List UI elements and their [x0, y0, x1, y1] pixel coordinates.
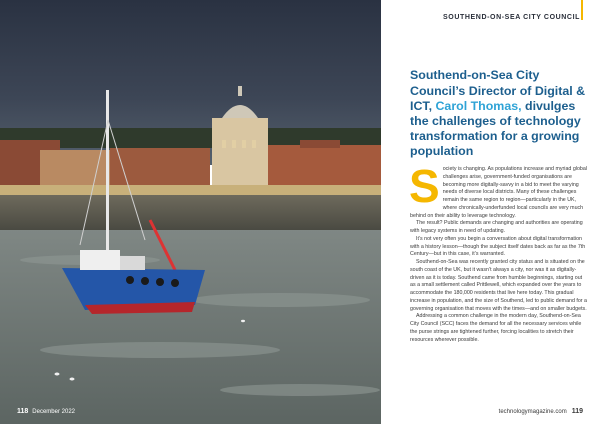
headline-lead: Southend-on-Sea City Council’s Director of Digital & ICT, — [410, 68, 586, 113]
section-label: SOUTHEND-ON-SEA CITY COUNCIL — [443, 14, 580, 21]
article-paragraph: Addressing a common challenge in the modern day, Southend-on-Sea City Council (SCC) faces the demand for all the necessary services while the purse strings are tightened further, forcing localities to stretch their resources wherever possible. — [410, 313, 582, 343]
article-body — [409, 160, 588, 344]
headline-tail: divulges the challenges of technology transformation for a growing population — [410, 98, 581, 159]
right-page — [381, 0, 600, 424]
left-issue: December 2022 — [32, 409, 75, 415]
headline-name: Carol Thomas, — [435, 98, 522, 113]
article-paragraph: Southend-on-Sea was recently granted city status and is situated on the south coast of the UK, but it wasn’t always a city, nor was it as digitally-driven as it is today. Southend came from humble beginnings, starting out as a small settlement called Prittlewell, which expanded over the years to accommodate the 180,000 residents that live here today. This gradual increase in population, and the size of Southend, led to public demand for a governing organisation that moves with the times—and on smaller budgets. — [410, 259, 587, 312]
first-paragraph: ociety is changing. As populations increase and myriad global challenges arise, government-funded organisations are becoming more digitally-savvy in a bid to meet the varying needs of diverse local districts. Many of these challenges remain the same region to region—particularly in the UK, where chronically-underfunded local councils are very much behind on their ability to leverage technology. — [410, 166, 587, 219]
accent-bar — [581, 0, 583, 20]
first-paragraph-block — [409, 160, 588, 220]
headline — [410, 68, 590, 159]
article-paragraph: The result? Public demands are changing and authorities are operating with legacy systems in need of updating. — [410, 220, 583, 234]
left-page-number: 118 — [17, 408, 29, 415]
right-page-number: 119 — [571, 408, 583, 415]
left-folio — [17, 408, 75, 415]
article-paragraph: It’s not very often you begin a conversation about digital transformation with a history lesson—though the subject itself dates back as far as the 7th Century—but in this case, it’s warranted. — [410, 235, 586, 258]
right-site: technologymagazine.com — [498, 409, 567, 415]
right-folio — [499, 408, 583, 415]
drop-cap: S — [409, 160, 440, 212]
